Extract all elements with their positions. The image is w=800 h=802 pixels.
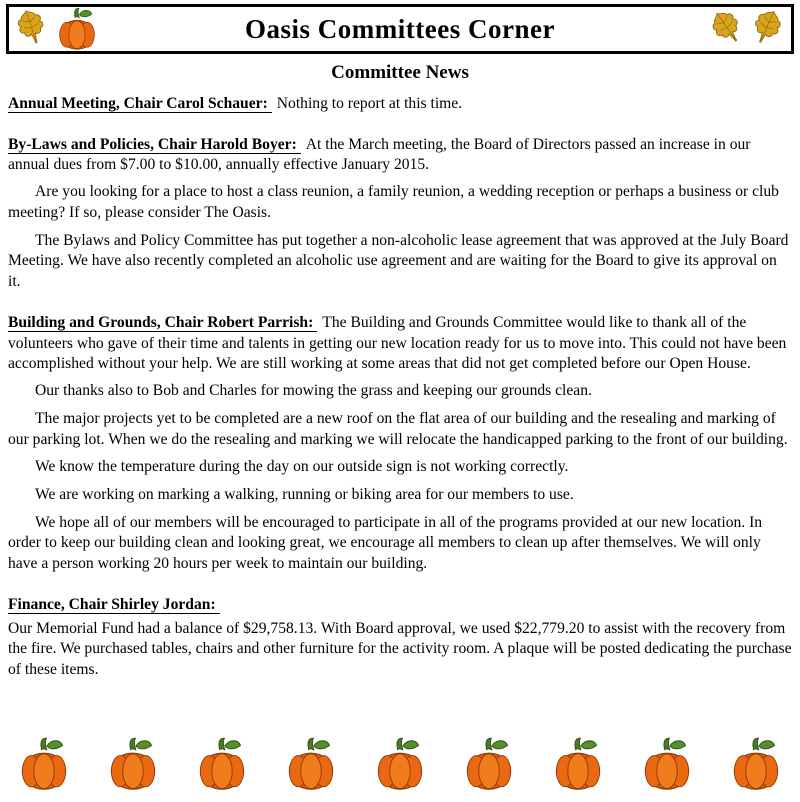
pumpkin-icon — [103, 734, 163, 794]
section-lead-text: Nothing to report at this time. — [276, 95, 463, 112]
section-lead-text: The Building and Grounds Committee would like to thank all of the volunteers who gave of their time and talents in getting our new location ready for us to move into. This could not have been accomplished without your help. We are still working at some areas that did not get completed before our Open House. — [8, 313, 787, 373]
paragraph: Are you looking for a place to host a class reunion, a family reunion, a wedding reception or perhaps a business or club meeting? If so, please consider The Oasis. — [8, 183, 779, 221]
pumpkin-row — [14, 734, 786, 794]
section-heading: Finance, Chair Shirley Jordan: — [8, 596, 220, 614]
pumpkin-icon — [14, 734, 74, 794]
pumpkin-icon — [459, 734, 519, 794]
section-lead — [8, 595, 792, 616]
pumpkin-icon — [53, 5, 101, 53]
paragraph: We are working on marking a walking, running or biking area for our members to use. — [35, 486, 574, 504]
pumpkin-icon — [370, 734, 430, 794]
pumpkin-icon — [726, 734, 786, 794]
section-finance — [8, 595, 792, 681]
paragraph: We know the temperature during the day on our outside sign is not working correctly. — [35, 458, 569, 476]
section-building-grounds — [8, 313, 792, 575]
paragraph: The major projects yet to be completed are a new roof on the flat area of our building and the resealing and marking of our parking lot. When we do the resealing and marking we will relocate the handicapped parking to the front of our building. — [8, 409, 788, 448]
pumpkin-icon — [281, 734, 341, 794]
paragraph: We hope all of our members will be encouraged to participate in all of the programs provided at our new location. In order to keep our building clean and looking great, we encourage all members to clean up after themselves. We will only have a person working 20 hours per week to maintain our building. — [8, 513, 763, 573]
paragraph: Our thanks also to Bob and Charles for mowing the grass and keeping our grounds clean. — [35, 382, 592, 400]
masthead — [6, 4, 794, 54]
newsletter-body — [6, 94, 794, 681]
section-heading: Annual Meeting, Chair Carol Schauer: — [8, 95, 272, 113]
section-lead — [8, 94, 792, 115]
section-bylaws-policies — [8, 135, 792, 293]
autumn-leaf-icon — [742, 3, 790, 55]
section-lead — [8, 313, 792, 375]
section-heading: By-Laws and Policies, Chair Harold Boyer: — [8, 136, 301, 154]
pumpkin-icon — [548, 734, 608, 794]
subtitle: Committee News — [331, 62, 469, 83]
paragraph: The Bylaws and Policy Committee has put together a non-alcoholic lease agreement that was approved at the July Board Meeting. We have also recently completed an alcoholic use agreement and are waiting for the Board to give its approval on it. — [8, 231, 789, 291]
section-lead — [8, 135, 792, 176]
masthead-decorations-left — [15, 7, 101, 51]
masthead-decorations-right — [711, 7, 783, 51]
pumpkin-icon — [192, 734, 252, 794]
section-lead-text: At the March meeting, the Board of Directors passed an increase in our annual dues from $7.00 to $10.00, annually effective January 2015. — [8, 135, 751, 174]
section-annual-meeting — [8, 94, 792, 115]
paragraph: Our Memorial Fund had a balance of $29,758.13. With Board approval, we used $22,779.20 to assist with the recovery from the fire. We purchased tables, chairs and other furniture for the activity room. A plaque will be posted dedicating the purchase of these items. — [8, 619, 792, 679]
autumn-leaf-icon — [9, 4, 54, 54]
section-heading: Building and Grounds, Chair Robert Parrish: — [8, 314, 317, 332]
pumpkin-icon — [637, 734, 697, 794]
page-title: Oasis Committees Corner — [245, 13, 555, 44]
